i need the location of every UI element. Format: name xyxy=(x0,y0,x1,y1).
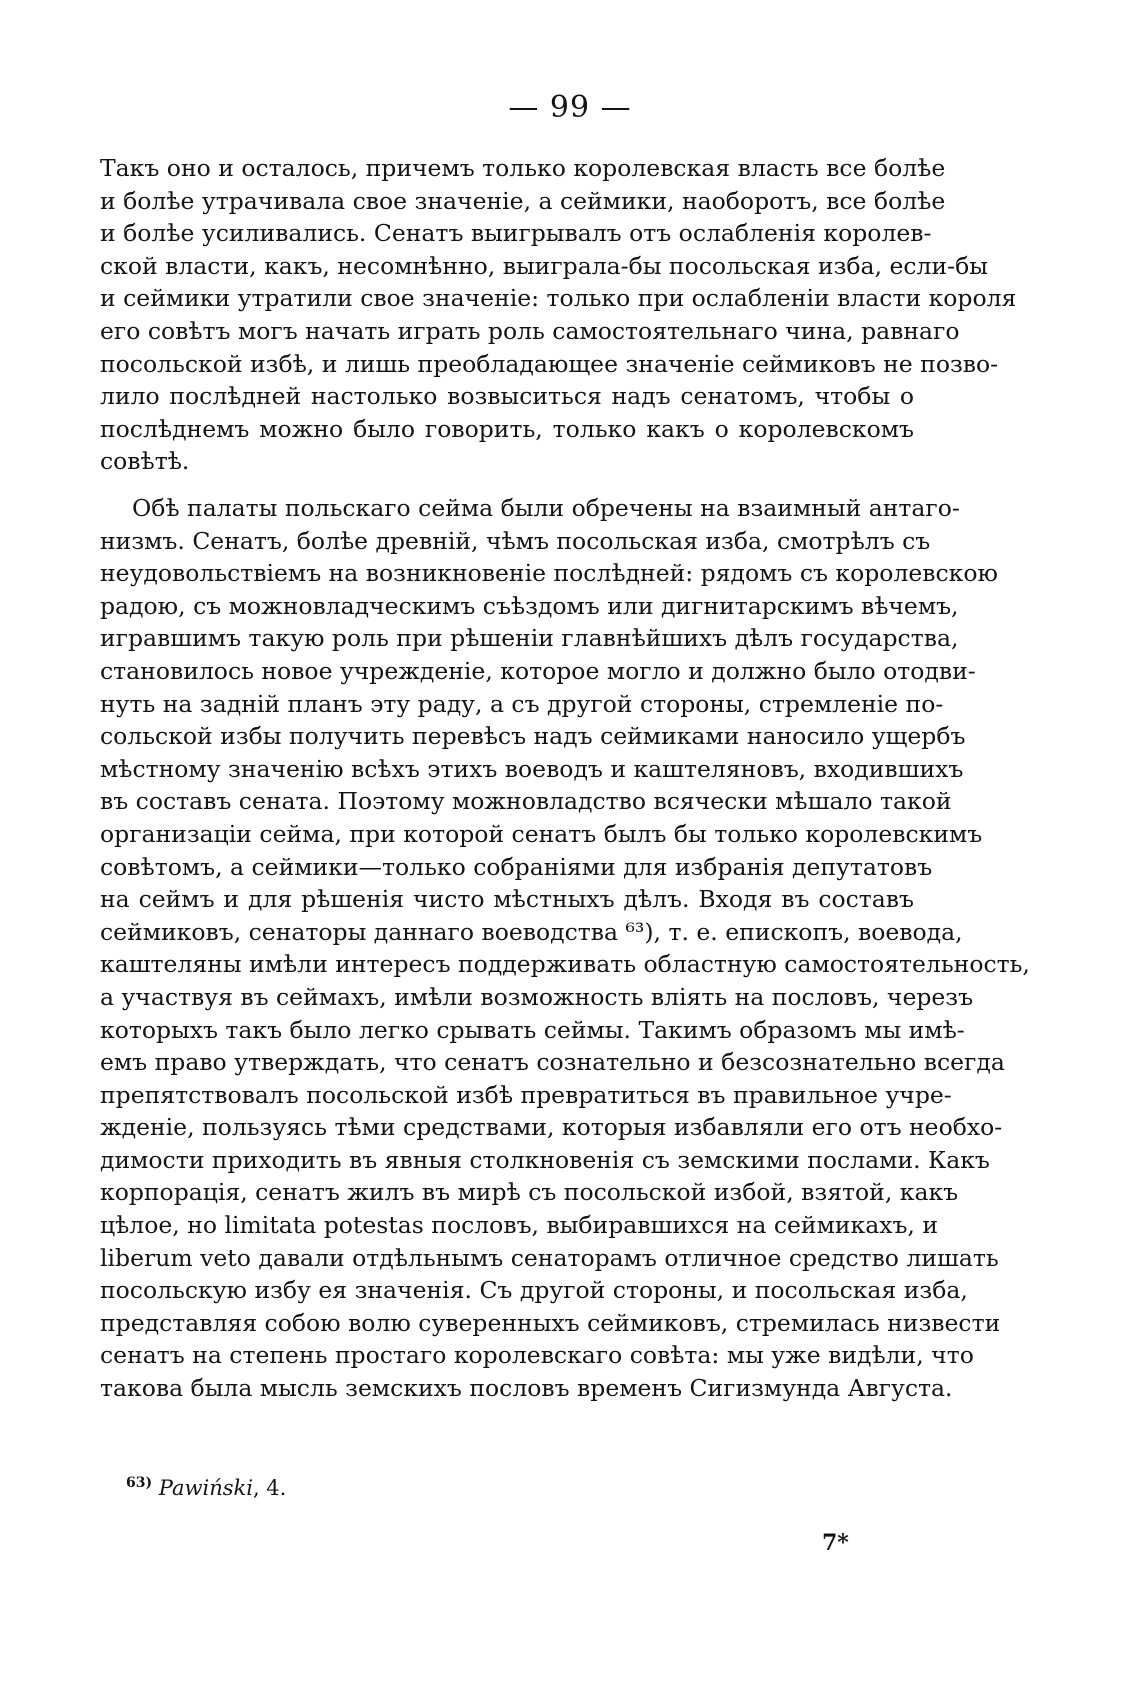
text-line: нуть на заднiй планъ эту раду, а съ другой стороны, стремленiе по- xyxy=(100,689,944,718)
text-line: и болѣе усиливались. Сенатъ выигрывалъ отъ ослабленiя королев- xyxy=(100,219,932,248)
text-line: которыхъ такъ было легко срывать сеймы. Такимъ образомъ мы имѣ- xyxy=(100,1015,965,1044)
text-line: на сеймъ и для рѣшенiя чисто мѣстныхъ дѣлъ. Входя въ составъ xyxy=(100,885,914,914)
text-line: Такъ оно и осталось, причемъ только королевская власть все болѣе xyxy=(100,154,946,182)
text-line: а участвуя въ сеймахъ, имѣли возможность влiять на пословъ, черезъ xyxy=(100,982,974,1011)
text-line: жденiе, пользуясь тѣми средствами, которыя избавляли его отъ необхо- xyxy=(100,1113,1003,1142)
text-line: представляя собою волю суверенныхъ сеймиковъ, стремилась низвести xyxy=(100,1308,1001,1337)
footnote xyxy=(126,1468,286,1503)
text-line: лило послѣдней настолько возвыситься надъ сенатомъ, чтобы о xyxy=(100,382,914,411)
text-line: димости приходить въ явныя столкновенiя съ земскими послами. Какъ xyxy=(100,1145,990,1174)
text-line: такова была мысль земскихъ пословъ временъ Сигизмунда Августа. xyxy=(100,1374,953,1403)
text-line: совѣтѣ. xyxy=(100,447,190,476)
text-line: и болѣе утрачивала свое значенiе, а сеймики, наоборотъ, все болѣе xyxy=(100,186,946,215)
text-line: низмъ. Сенатъ, болѣе древнiй, чѣмъ посольская изба, смотрѣлъ съ xyxy=(100,526,931,555)
text-line: неудовольствiемъ на возникновенiе послѣдней: рядомъ съ королевскою xyxy=(100,559,998,588)
signature-mark: 7* xyxy=(822,1530,849,1556)
footnote-rest: , 4. xyxy=(252,1476,287,1500)
text-line: сеймиковъ, сенаторы даннаго воеводства ⁶³), т. е. епископъ, воевода, xyxy=(100,917,963,946)
page-number: — 99 — xyxy=(508,90,632,125)
text-line: организацiи сейма, при которой сенатъ былъ бы только королевскимъ xyxy=(100,819,983,848)
text-line: liberum veto давали отдѣльнымъ сенаторамъ отличное средство лишать xyxy=(100,1243,999,1272)
paragraph-1 xyxy=(100,152,1017,478)
text-line: въ составъ сената. Поэтому можновладство всячески мѣшало такой xyxy=(100,787,952,816)
text-line: его совѣтъ могъ начать играть роль самостоятельнаго чина, равнаго xyxy=(100,316,960,345)
text-line: послѣднемъ можно было говорить, только какъ о королевскомъ xyxy=(100,414,914,443)
text-line: корпорацiя, сенатъ жилъ въ мирѣ съ посольской избой, взятой, какъ xyxy=(100,1178,959,1207)
text-line: совѣтомъ, а сеймики—только собранiями для избранiя депутатовъ xyxy=(100,852,933,881)
text-line: сольской избы получить перевѣсъ надъ сеймиками наносило ущербъ xyxy=(100,722,966,751)
paragraph-2 xyxy=(100,492,1030,1405)
text-line: препятствовалъ посольской избѣ превратиться въ правильное учре- xyxy=(100,1080,952,1109)
text-line: емъ право утверждать, что сенатъ сознательно и безсознательно всегда xyxy=(100,1048,1005,1077)
footnote-ref: 63) xyxy=(126,1475,153,1491)
text-line: цѣлое, но limitata potestas пословъ, выбиравшихся на сеймикахъ, и xyxy=(100,1211,939,1240)
text-line: посольскую избу ея значенiя. Съ другой стороны, и посольская изба, xyxy=(100,1276,968,1305)
text-line: ской власти, какъ, несомнѣнно, выиграла-бы посольская изба, если-бы xyxy=(100,251,988,280)
text-line: становилось новое учрежденiе, которое могло и должно было отодви- xyxy=(100,656,976,685)
text-line: посольской избѣ, и лишь преобладающее значенiе сеймиковъ не позво- xyxy=(100,349,999,378)
text-line: каштеляны имѣли интересъ поддерживать областную самостоятельность, xyxy=(100,950,1030,979)
text-line: Обѣ палаты польскаго сейма были обречены на взаимный антаго- xyxy=(132,494,960,522)
text-line: игравшимъ такую роль при рѣшенiи главнѣйшихъ дѣлъ государства, xyxy=(100,624,959,653)
text-line: и сеймики утратили свое значенiе: только при ослабленiи власти короля xyxy=(100,284,1017,313)
text-line: радою, съ можновладческимъ съѣздомъ или дигнитарскимъ вѣчемъ, xyxy=(100,591,959,620)
footnote-author: Pawiński xyxy=(158,1476,253,1500)
text-line: мѣстному значенiю всѣхъ этихъ воеводъ и каштеляновъ, входившихъ xyxy=(100,754,964,783)
text-line: сенатъ на степень простаго королевскаго совѣта: мы уже видѣли, что xyxy=(100,1341,974,1370)
